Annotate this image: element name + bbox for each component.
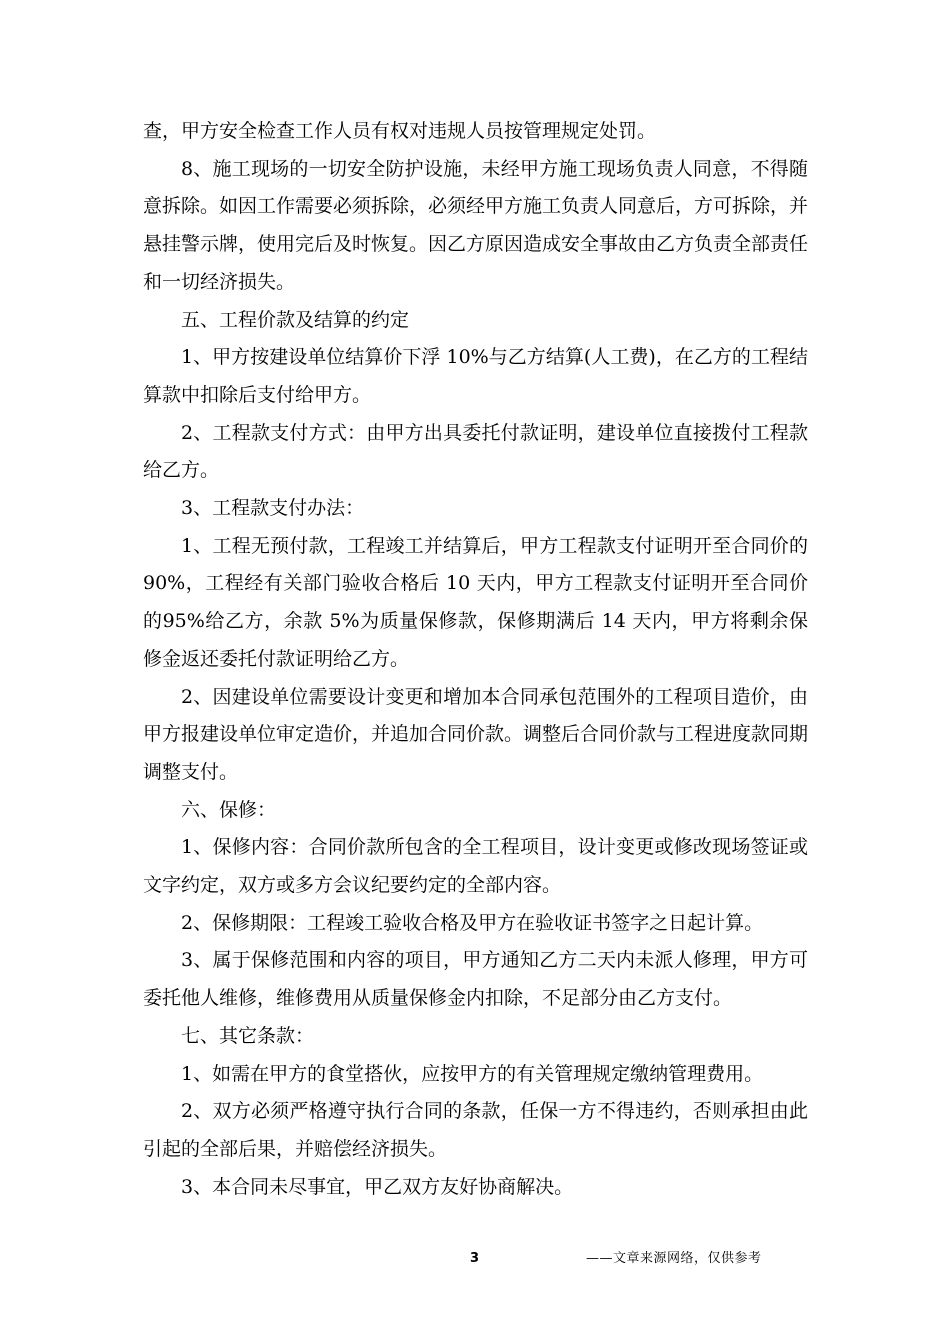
section-heading-5: 五、工程价款及结算的约定: [181, 308, 410, 331]
paragraph-settlement-1: 1、甲方按建设单位结算价下浮 10%与乙方结算(人工费)，在乙方的工程结算款中扣除后支付给甲方。: [143, 346, 808, 406]
source-note: ——文章来源网络，仅供参考: [586, 1251, 762, 1266]
document-body: [143, 113, 808, 1206]
paragraph-payment-2: 2、因建设单位需要设计变更和增加本合同承包范围外的工程项目造价，由甲方报建设单位审定造价，并追加合同价款。调整后合同价款与工程进度款同期调整支付。: [143, 685, 809, 783]
section-heading-6: 六、保修：: [181, 798, 277, 821]
paragraph-settlement-2: 2、工程款支付方式：由甲方出具委托付款证明，建设单位直接拨付工程款给乙方。: [143, 421, 808, 482]
paragraph-warranty-1: 1、保修内容：合同价款所包含的全工程项目，设计变更或修改现场签证或文字约定，双方或多方会议纪要约定的全部内容。: [143, 836, 808, 897]
paragraph-other-2: 2、双方必须严格遵守执行合同的条款，任保一方不得违约，否则承担由此引起的全部后果，并赔偿经济损失。: [143, 1100, 808, 1160]
section-heading-7: 七、其它条款：: [181, 1024, 315, 1047]
page-footer: [0, 1249, 950, 1269]
paragraph-other-1: 1、如需在甲方的食堂搭伙，应按甲方的有关管理规定缴纳管理费用。: [181, 1062, 764, 1085]
page-number: 3: [470, 1251, 480, 1266]
paragraph-other-3: 3、本合同未尽事宜，甲乙双方友好协商解决。: [181, 1175, 574, 1198]
paragraph-clause-8: 8、施工现场的一切安全防护设施，未经甲方施工现场负责人同意，不得随意拆除。如因工作需要必须拆除，必须经甲方施工负责人同意后，方可拆除，并悬挂警示牌，使用完后及时恢复。因乙方原因造成安全事故由乙方负责全部责任和一切经济损失。: [143, 157, 809, 293]
paragraph-settlement-3: 3、工程款支付办法：: [181, 497, 365, 520]
paragraph-payment-1: 1、工程无预付款，工程竣工并结算后，甲方工程款支付证明开至合同价的90%，工程经有关部门验收合格后 10 天内，甲方工程款支付证明开至合同价的95%给乙方，余款 5%为质量保修款，保修期满后 14 天内，甲方将剩余保修金返还委托付款证明给乙方。: [143, 534, 808, 670]
paragraph-warranty-2: 2、保修期限：工程竣工验收合格及甲方在验收证书签字之日起计算。: [181, 911, 764, 934]
paragraph-warranty-3: 3、属于保修范围和内容的项目，甲方通知乙方二天内未派人修理，甲方可委托他人维修，维修费用从质量保修金内扣除，不足部分由乙方支付。: [143, 949, 808, 1010]
paragraph-continuation: 查，甲方安全检查工作人员有权对违规人员按管理规定处罚。: [143, 120, 657, 142]
